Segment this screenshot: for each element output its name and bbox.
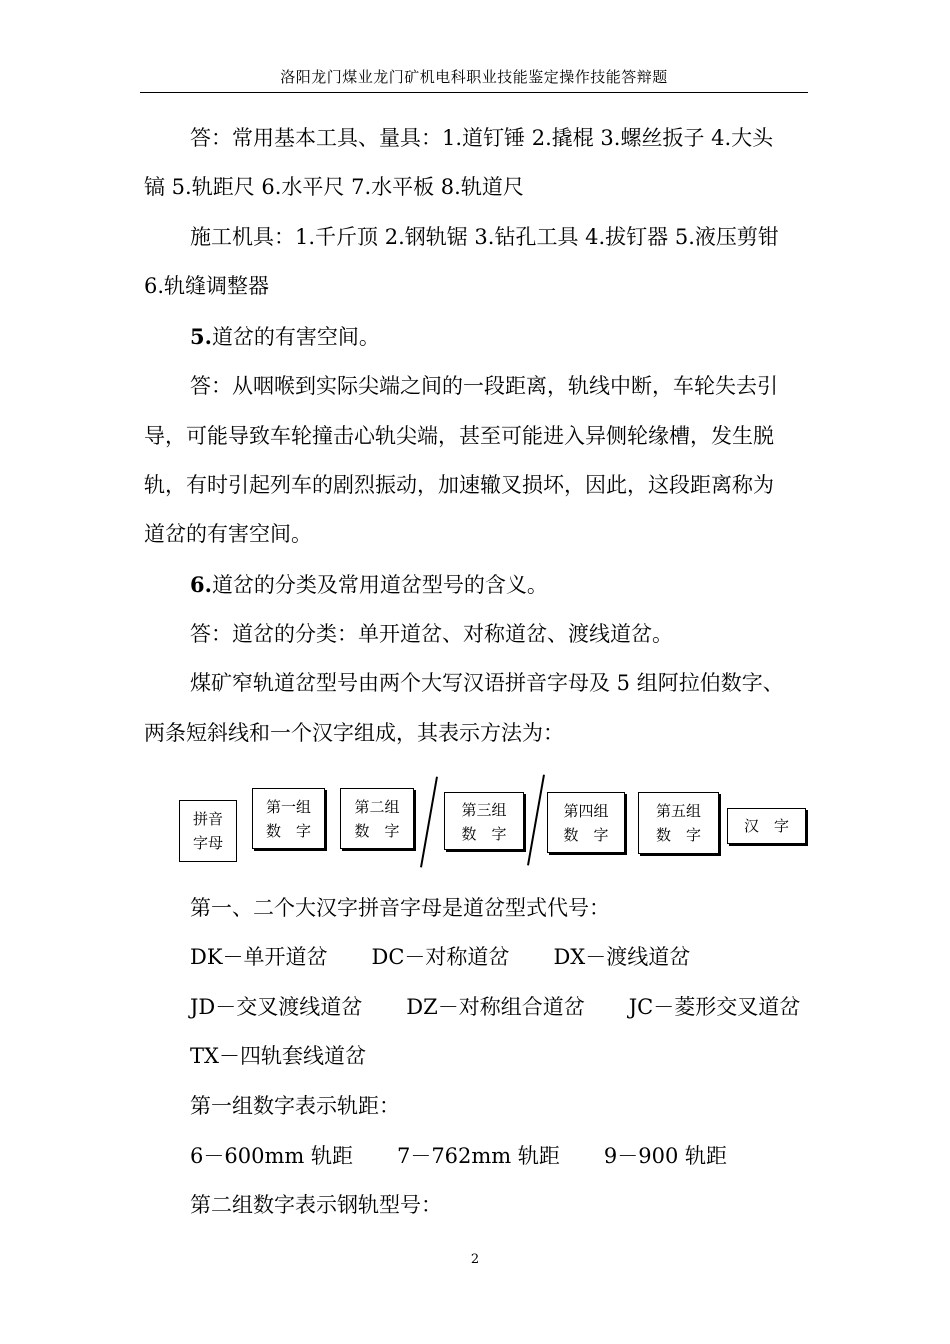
code-dz: DZ－对称组合道岔 [406,995,585,1019]
para9-line1: 第一组数字表示轨距： [190,1094,400,1118]
question-6 [190,574,548,596]
gauge-762: 7－762mm 轨距 [396,1144,560,1168]
answer-5-line3: 轨，有时引起列车的剧烈振动，加速辙叉损坏，因此，这段距离称为 [144,473,774,497]
gauge-600: 6－600mm 轨距 [190,1144,353,1168]
diagram-box-group1: 第一组 数 字 [252,788,325,849]
code-dc: DC－对称道岔 [371,945,510,969]
code-jd: JD－交叉渡线道岔 [190,995,363,1019]
code-dk: DK－单开道岔 [190,945,328,969]
codes-row-1 [190,947,690,968]
gauge-900: 9－900 轨距 [603,1144,728,1168]
question-5 [190,326,380,348]
answer-5-line4: 道岔的有害空间。 [144,522,312,546]
para1-line1: 答：常用基本工具、量具：1.道钉锤 2.撬棍 3.螺丝扳子 4.大头 [190,126,774,150]
question-5-number: 5. [190,324,212,349]
para1-line2: 镐 5.轨距尺 6.水平尺 7.水平板 8.轨道尺 [144,175,524,199]
header-rule [140,92,808,93]
diagram-box-group4: 第四组 数 字 [547,792,625,853]
question-5-text: 道岔的有害空间。 [211,325,380,349]
code-tx: TX－四轨套线道岔 [190,1044,366,1068]
diagram-box-group5: 第五组 数 字 [638,792,719,854]
question-6-text: 道岔的分类及常用道岔型号的含义。 [211,573,548,597]
para10-line1: 第二组数字表示钢轨型号： [190,1193,442,1217]
running-header: 洛阳龙门煤业龙门矿机电科职业技能鉴定操作技能答辩题 [280,68,668,86]
diagram-box-group3: 第三组 数 字 [444,792,524,850]
diagram-box-group2: 第二组 数 字 [340,788,414,849]
para7-line2: 两条短斜线和一个汉字组成，其表示方法为： [144,721,564,745]
answer-6-line1: 答：道岔的分类：单开道岔、对称道岔、渡线道岔。 [190,622,673,646]
diagram-box-pinyin-letters: 拼音 字母 [179,800,237,862]
para2-line1: 施工机具：1.千斤顶 2.钢轨锯 3.钻孔工具 4.拔钉器 5.液压剪钳 [190,225,779,249]
code-jc: JC－菱形交叉道岔 [628,995,801,1019]
para7-line1: 煤矿窄轨道岔型号由两个大写汉语拼音字母及 5 组阿拉伯数字、 [190,671,784,695]
para8-line1: 第一、二个大汉字拼音字母是道岔型式代号： [190,896,610,920]
answer-5-line1: 答：从咽喉到实际尖端之间的一段距离，轨线中断，车轮失去引 [190,374,778,398]
answer-5-line2: 导，可能导致车轮撞击心轨尖端，甚至可能进入异侧轮缘槽，发生脱 [144,424,774,448]
para2-line2: 6.轨缝调整器 [144,274,270,298]
diagram-slash-1 [420,777,437,868]
gauges-row [190,1146,727,1167]
code-dx: DX－渡线道岔 [553,945,691,969]
page-number: 2 [470,1252,480,1267]
diagram-slash-2 [527,775,544,866]
question-6-number: 6. [190,572,212,597]
codes-row-2 [190,997,800,1018]
diagram-box-chinese-character: 汉 字 [727,808,806,844]
